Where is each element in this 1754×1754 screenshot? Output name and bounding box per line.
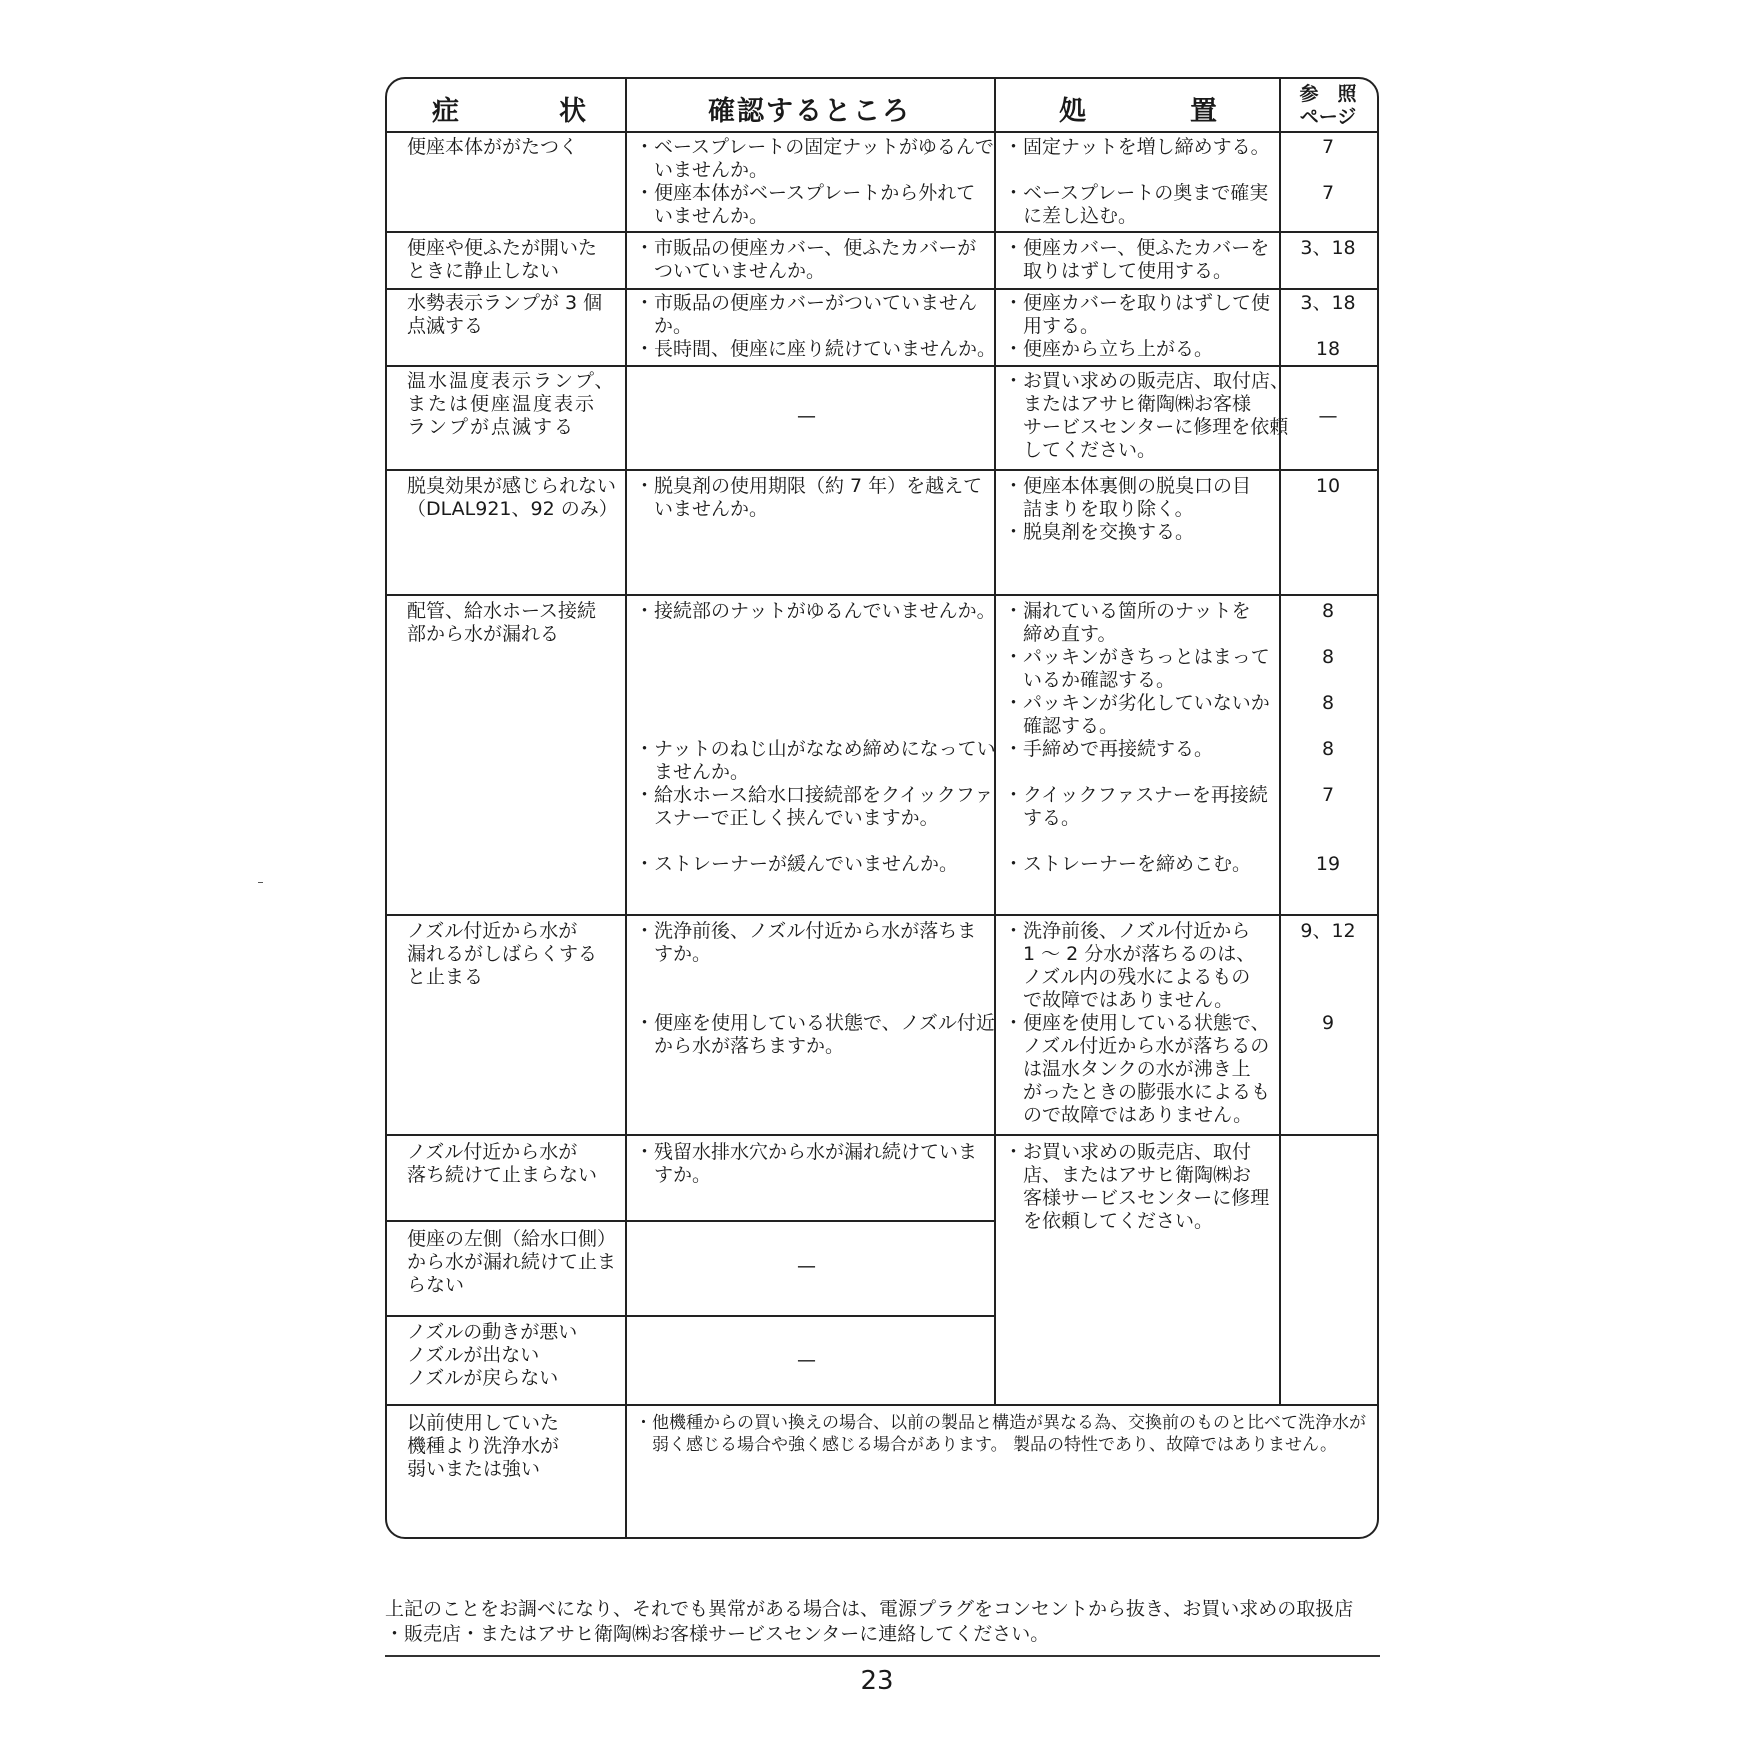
page-number: 23 xyxy=(860,1666,894,1696)
row-divider xyxy=(387,131,1379,133)
check-text: ・洗浄前後、ノズル付近から水が落ちま すか。 ・便座を使用している状態で、ノズル付近 から水が落ちますか。 xyxy=(635,920,995,1057)
symptom-text: 便座本体ががたつく xyxy=(407,136,579,158)
check-dash: — xyxy=(797,1349,816,1371)
footer-divider xyxy=(385,1655,1380,1657)
symptom-text: 便座や便ふたが開いた ときに静止しない xyxy=(407,237,598,282)
header-action-a: 処 xyxy=(1059,96,1088,127)
stray-mark xyxy=(258,882,263,883)
ref-page: 8 8 8 8 7 19 xyxy=(1315,600,1341,875)
action-text: ・洗浄前後、ノズル付近から 1 〜 2 分水が落ちるのは、 ノズル内の残水によるもの で故障ではありません。 ・便座を使用している状態で、 ノズル付近から水が落ちるの は温水タンクの水が沸き上 がったときの膨張水によるも ので故障ではありません。 xyxy=(1004,920,1271,1126)
symptom-text: 水勢表示ランプが 3 個 点滅する xyxy=(407,292,603,337)
symptom-text: ノズル付近から水が 漏れるがしばらくする と止まる xyxy=(407,920,598,988)
col-divider xyxy=(625,79,627,1539)
symptom-text: ノズルの動きが悪い ノズルが出ない ノズルが戻らない xyxy=(407,1321,578,1389)
check-dash: — xyxy=(797,1255,816,1277)
check-text: ・残留水排水穴から水が漏れ続けていま すか。 xyxy=(635,1141,978,1186)
symptom-text: 脱臭効果が感じられない （DLAL921、92 のみ） xyxy=(407,475,618,520)
header-ref xyxy=(1279,83,1377,129)
troubleshooting-table xyxy=(385,77,1379,1539)
row-divider xyxy=(387,365,1379,367)
ref-page: 7 7 xyxy=(1321,136,1335,204)
ref-page: 10 xyxy=(1315,475,1341,497)
row-divider xyxy=(387,594,1379,596)
row-divider xyxy=(387,288,1379,290)
symptom-text: 便座の左側（給水口側） から水が漏れ続けて止ま らない xyxy=(407,1228,617,1296)
ref-dash: — xyxy=(1318,405,1338,427)
header-ref-b: ページ xyxy=(1299,106,1357,128)
check-text: ・脱臭剤の使用期限（約 7 年）を越えて いませんか。 xyxy=(635,475,983,520)
row-divider xyxy=(387,1404,1379,1406)
footer-line: ・販売店・またはアサヒ衛陶㈱お客様サービスセンターに連絡してください。 xyxy=(385,1623,1050,1645)
check-text: ・接続部のナットがゆるんでいませんか。 ・ナットのねじ山がななめ締めになってい ませんか。 ・給水ホース給水口接続部をクイックファ スナーで正しく挟んでいますか。 ・ストレーナーが緩んでいませんか。 xyxy=(635,600,996,875)
ref-page: 3、18 18 xyxy=(1300,292,1356,360)
check-text: ・市販品の便座カバーがついていません か。 ・長時間、便座に座り続けていませんか。 xyxy=(635,292,997,360)
header-action-b: 置 xyxy=(1190,96,1219,127)
row-divider xyxy=(387,469,1379,471)
action-text: ・漏れている箇所のナットを 締め直す。 ・パッキンがきちっとはまって いるか確認する。 ・パッキンが劣化していないか 確認する。 ・手締めで再接続する。 ・クイックファスナーを再接続 する。 ・ストレーナーを締めこむ。 xyxy=(1004,600,1270,875)
action-text: ・お買い求めの販売店、取付店、 またはアサヒ衛陶㈱お客様 サービスセンターに修理を依頼 してください。 xyxy=(1004,370,1290,461)
row-divider xyxy=(387,231,1379,233)
header-action xyxy=(994,79,1279,131)
footer-line: 上記のことをお調べになり、それでも異常がある場合は、電源プラグをコンセントから抜き、お買い求めの取扱店 xyxy=(385,1598,1354,1620)
check-text: ・ベースプレートの固定ナットがゆるんで いませんか。 ・便座本体がベースプレートから外れて いませんか。 xyxy=(635,136,994,227)
symptom-text: ノズル付近から水が 落ち続けて止まらない xyxy=(407,1141,598,1186)
check-text: ・市販品の便座カバー、便ふたカバーが ついていませんか。 xyxy=(635,237,977,282)
footer-note xyxy=(385,1597,1353,1647)
header-symptom xyxy=(387,79,625,131)
check-dash: — xyxy=(797,405,816,427)
header-check: 確認するところ xyxy=(708,96,911,127)
symptom-text: 配管、給水ホース接続 部から水が漏れる xyxy=(407,600,597,645)
header-symptom-b: 状 xyxy=(559,96,588,127)
header-ref-a: 参 照 xyxy=(1299,83,1357,105)
action-text: ・便座本体裏側の脱臭口の目 詰まりを取り除く。 ・脱臭剤を交換する。 xyxy=(1004,475,1252,543)
action-text: ・便座カバー、便ふたカバーを 取りはずして使用する。 xyxy=(1004,237,1270,282)
ref-page: 9、12 9 xyxy=(1300,920,1356,1034)
row-divider xyxy=(387,1315,994,1317)
action-text: ・固定ナットを増し締めする。 ・ベースプレートの奥まで確実 に差し込む。 xyxy=(1004,136,1270,227)
row-divider xyxy=(387,914,1379,916)
header-symptom-a: 症 xyxy=(432,96,461,127)
action-text: ・便座カバーを取りはずして使 用する。 ・便座から立ち上がる。 xyxy=(1004,292,1271,360)
note-text: ・他機種からの買い換えの場合、以前の製品と構造が異なる為、交換前のものと比べて洗浄水が 弱く感じる場合や強く感じる場合があります。 製品の特性であり、故障ではありません。 xyxy=(635,1413,1366,1455)
action-text: ・お買い求めの販売店、取付 店、またはアサヒ衛陶㈱お 客様サービスセンターに修理 を依頼してください。 xyxy=(1004,1141,1270,1232)
row-divider xyxy=(387,1220,994,1222)
symptom-text: 以前使用していた 機種より洗浄水が 弱いまたは強い xyxy=(407,1412,560,1480)
symptom-text: 温水温度表示ランプ、 または便座温度表示 ランプが点滅する xyxy=(407,370,616,438)
row-divider xyxy=(387,1134,1379,1136)
ref-page: 3、18 xyxy=(1300,237,1356,259)
